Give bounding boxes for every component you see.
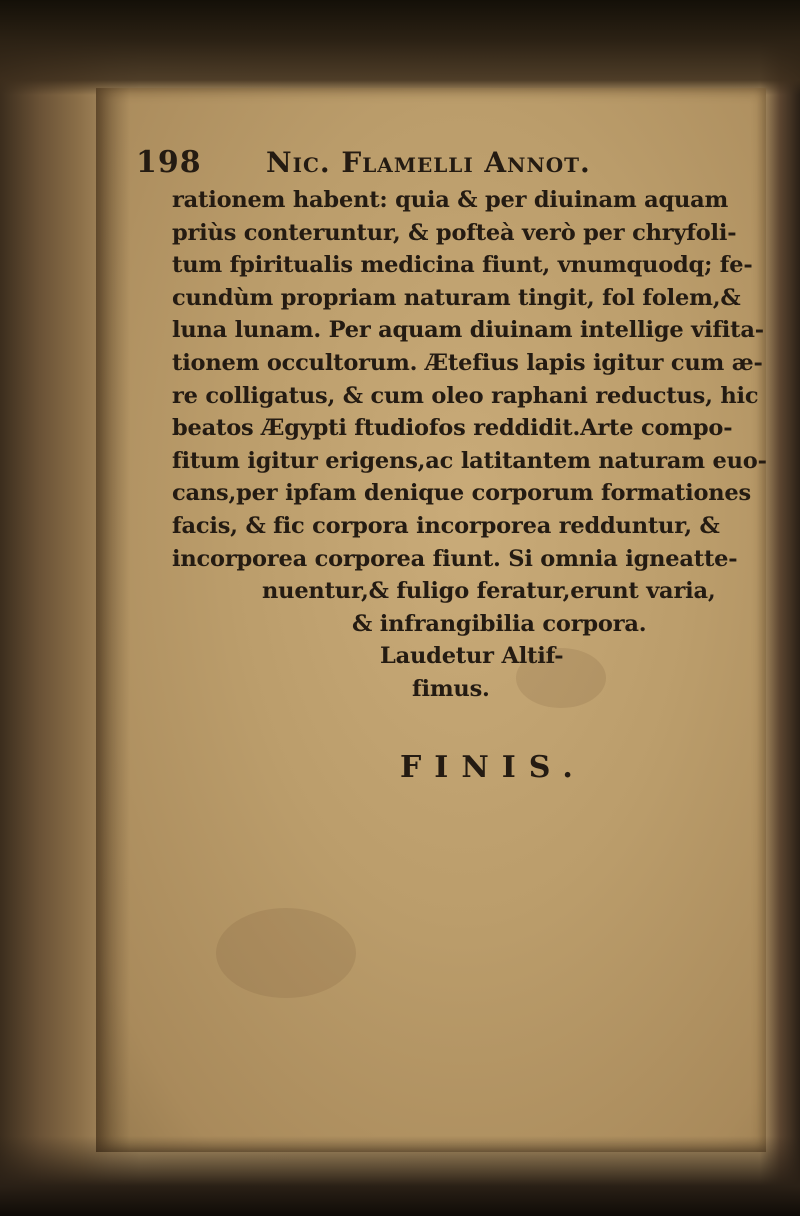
text-line: facis, & fic corpora incorporea redduntur, & [172, 512, 720, 539]
top-shadow [0, 0, 800, 95]
paper-stain [216, 908, 356, 998]
text-line: cundùm propriam naturam tingit, fol folem,& [172, 284, 741, 311]
bottom-shadow [0, 1136, 800, 1216]
text-line: nuentur,& fuligo feratur,erunt varia, [262, 578, 716, 605]
text-line: fimus. [412, 675, 490, 702]
text-line: cans,per ipfam denique corporum formationes [172, 480, 752, 507]
page-header [136, 145, 736, 187]
text-line: rationem habent: quia & per diuinam aquam [172, 187, 729, 213]
text-line: priùs conteruntur, & pofteà verò per chryfoli- [172, 219, 737, 246]
finis-heading: FINIS. [400, 749, 586, 785]
text-line: fitum igitur erigens,ac latitantem naturam euo- [172, 447, 767, 474]
text-line: tum fpiritualis medicina fiunt, vnumquodq; fe- [172, 252, 753, 279]
text-line: luna lunam. Per aquam diuinam intellige vifita- [172, 317, 764, 344]
text-line: tionem occultorum. Ætefius lapis igitur cum æ- [172, 349, 763, 376]
page-number: 198 [136, 145, 202, 180]
page-gutter [96, 88, 130, 1152]
text-line: re colligatus, & cum oleo raphani reductus, hic [172, 382, 759, 409]
running-title: Nic. Flamelli Annot. [266, 146, 591, 179]
text-line: incorporea corporea fiunt. Si omnia igneatte- [172, 545, 738, 572]
text-line: beatos Ægypti ftudiofos reddidit.Arte compo- [172, 415, 733, 442]
page-text [136, 145, 767, 790]
text-line: & infrangibilia corpora. [352, 610, 647, 637]
text-line: Laudetur Altif- [380, 643, 564, 670]
